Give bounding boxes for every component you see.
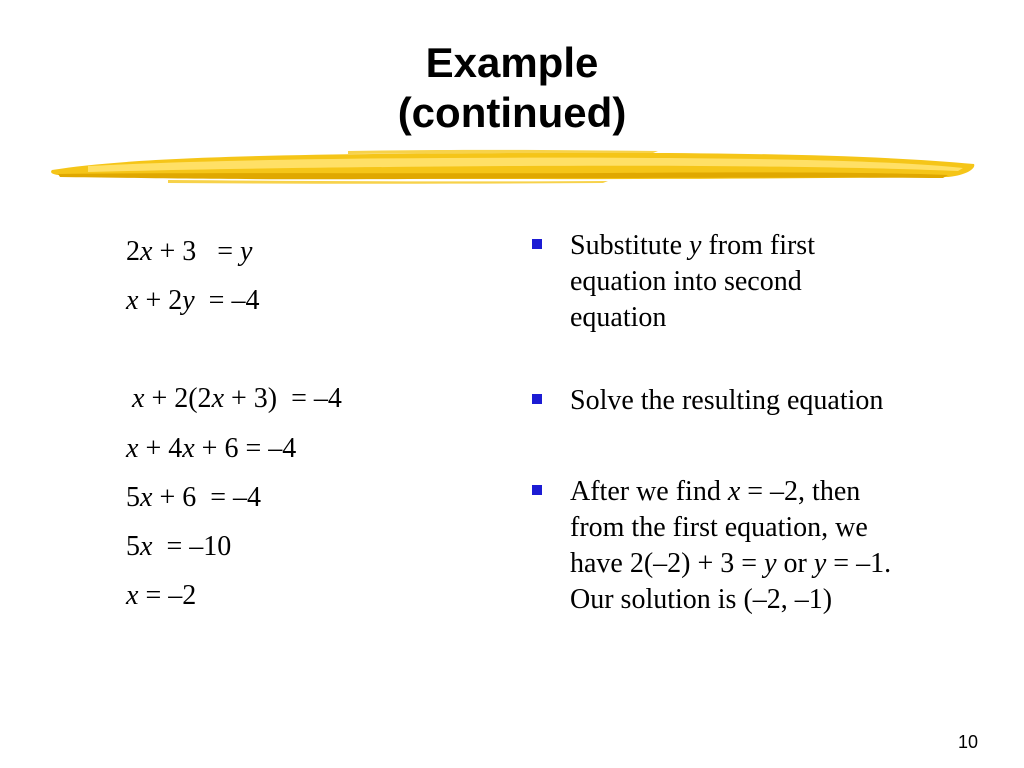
title-line-1: Example bbox=[425, 39, 599, 86]
equation-6: 5x = –10 bbox=[126, 531, 232, 562]
slide-title bbox=[0, 38, 1024, 138]
bullet-text: Substitute y from first equation into second equation bbox=[570, 230, 815, 333]
square-bullet-icon bbox=[532, 485, 542, 495]
yellow-brush-stroke bbox=[48, 142, 978, 188]
title-line-2: (continued) bbox=[397, 89, 627, 136]
equation-7: x = –2 bbox=[126, 580, 197, 611]
equation-3: x + 2(2x + 3) = –4 bbox=[132, 383, 342, 414]
equation-2: x + 2y = –4 bbox=[126, 285, 260, 316]
equation-4: x + 4x + 6 = –4 bbox=[126, 433, 297, 464]
square-bullet-icon bbox=[532, 394, 542, 404]
bullet-text: After we find x = –2, then from the first equation, we have 2(–2) + 3 = y or y = –1. Our solution is (–2, –1) bbox=[570, 476, 892, 615]
equation-1: 2x + 3 = y bbox=[126, 236, 253, 267]
square-bullet-icon bbox=[532, 239, 542, 249]
bullet-text: Solve the resulting equation bbox=[570, 385, 884, 416]
equation-5: 5x + 6 = –4 bbox=[126, 482, 262, 513]
page-number: 10 bbox=[957, 732, 978, 752]
